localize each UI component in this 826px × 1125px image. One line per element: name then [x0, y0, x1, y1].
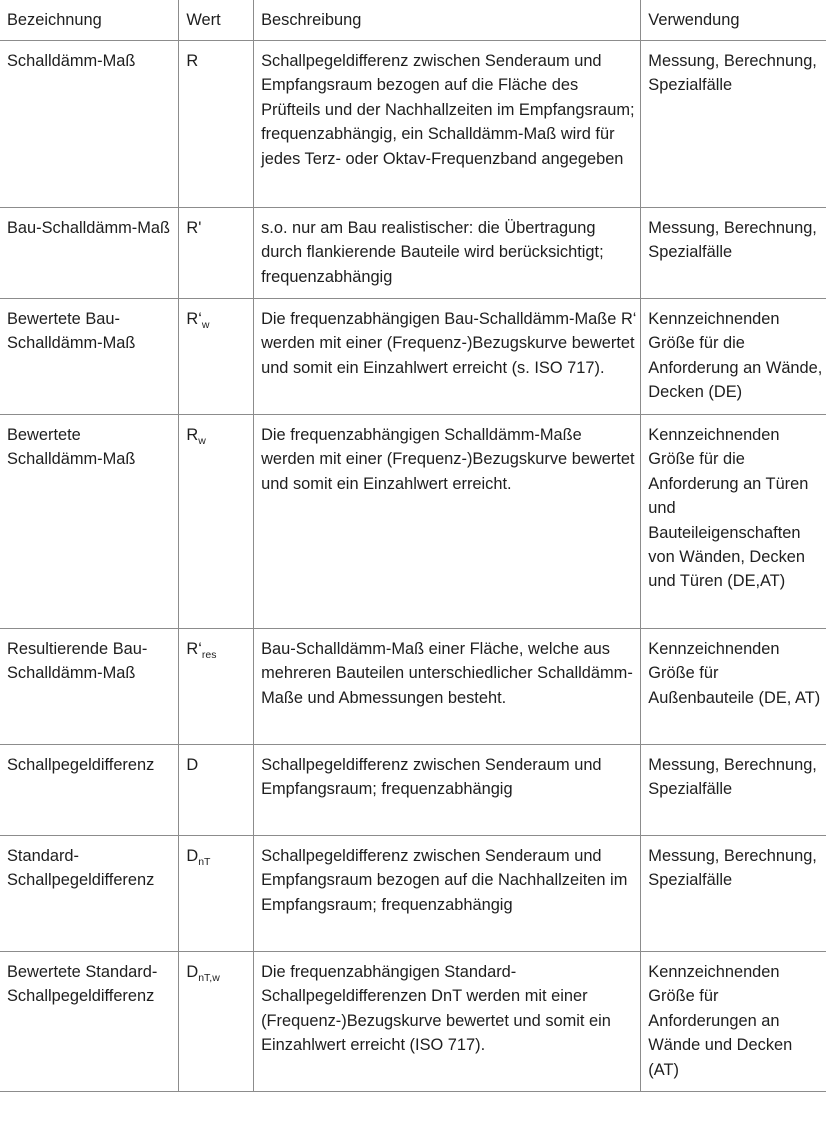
symbol: R‘	[186, 310, 202, 328]
symbol-subscript: nT	[198, 856, 211, 868]
cell-usage: Messung, Berechnung, Spezialfälle	[641, 745, 826, 836]
cell-description: s.o. nur am Bau realistischer: die Übertragung durch flankierende Bauteile wird berücksichtigt; frequenzabhängig	[254, 208, 641, 299]
symbol-subscript: w	[198, 435, 206, 447]
table-row	[0, 745, 826, 836]
cell-usage: Kennzeichnenden Größe für die Anforderung an Wände, Decken (DE)	[641, 299, 826, 415]
cell-name: Schallpegeldifferenz	[0, 745, 179, 836]
symbol: R	[186, 426, 199, 444]
table-row	[0, 208, 826, 299]
cell-value	[179, 629, 254, 745]
cell-value	[179, 836, 254, 952]
header-description: Beschreibung	[254, 0, 641, 41]
cell-usage: Messung, Berechnung, Spezialfälle	[641, 208, 826, 299]
symbol: R'	[186, 219, 202, 237]
cell-description: Bau-Schalldämm-Maß einer Fläche, welche aus mehreren Bauteilen unterschiedlicher Schalldämm-Maße und Abmessungen besteht.	[254, 629, 641, 745]
cell-usage: Kennzeichnenden Größe für die Anforderung an Türen und Bauteileigenschaften von Wänden, Decken und Türen (DE,AT)	[641, 415, 826, 629]
cell-description: Die frequenzabhängigen Standard-Schallpegeldifferenzen DnT werden mit einer (Frequenz-)Bezugskurve bewertet und somit ein Einzahlwert erreicht (ISO 717).	[254, 952, 641, 1092]
table-row	[0, 415, 826, 629]
cell-value	[179, 208, 254, 299]
symbol-subscript: w	[201, 319, 210, 331]
cell-description: Die frequenzabhängigen Bau-Schalldämm-Maße R‘ werden mit einer (Frequenz-)Bezugskurve bewertet und somit ein Einzahlwert erreicht (s. ISO 717).	[254, 299, 641, 415]
cell-name: Schalldämm-Maß	[0, 41, 179, 208]
cell-name: Resultierende Bau-Schalldämm-Maß	[0, 629, 179, 745]
cell-value	[179, 745, 254, 836]
symbol: R	[186, 52, 199, 70]
cell-description: Schallpegeldifferenz zwischen Senderaum und Empfangsraum; frequenzabhängig	[254, 745, 641, 836]
symbol-subscript: res	[201, 649, 217, 661]
cell-name: Bewertete Standard-Schallpegeldifferenz	[0, 952, 179, 1092]
table-row	[0, 629, 826, 745]
cell-value	[179, 299, 254, 415]
symbol: D	[186, 847, 199, 865]
cell-usage: Messung, Berechnung, Spezialfälle	[641, 836, 826, 952]
header-value: Wert	[179, 0, 254, 41]
cell-usage: Kennzeichnenden Größe für Anforderungen an Wände und Decken (AT)	[641, 952, 826, 1092]
symbol: R‘	[186, 640, 202, 658]
cell-value	[179, 952, 254, 1092]
cell-value	[179, 41, 254, 208]
table-row	[0, 836, 826, 952]
symbol: D	[186, 756, 199, 774]
cell-usage: Messung, Berechnung, Spezialfälle	[641, 41, 826, 208]
table-row	[0, 41, 826, 208]
cell-name: Bewertete Schalldämm-Maß	[0, 415, 179, 629]
symbol: D	[186, 963, 199, 981]
table-row	[0, 299, 826, 415]
table-row	[0, 952, 826, 1092]
cell-name: Standard-Schallpegeldifferenz	[0, 836, 179, 952]
cell-value	[179, 415, 254, 629]
cell-name: Bewertete Bau-Schalldämm-Maß	[0, 299, 179, 415]
header-name: Bezeichnung	[0, 0, 179, 41]
header-usage: Verwendung	[641, 0, 826, 41]
cell-name: Bau-Schalldämm-Maß	[0, 208, 179, 299]
cell-description: Schallpegeldifferenz zwischen Senderaum und Empfangsraum bezogen auf die Nachhallzeiten im Empfangsraum; frequenzabhängig	[254, 836, 641, 952]
cell-usage: Kennzeichnenden Größe für Außenbauteile (DE, AT)	[641, 629, 826, 745]
cell-description: Die frequenzabhängigen Schalldämm-Maße werden mit einer (Frequenz-)Bezugskurve bewertet und somit ein Einzahlwert erreicht.	[254, 415, 641, 629]
symbol-subscript: nT,w	[198, 972, 220, 984]
cell-description: Schallpegeldifferenz zwischen Senderaum und Empfangsraum bezogen auf die Fläche des Prüfteils und der Nachhallzeiten im Empfangsraum; frequenzabhängig, ein Schalldämm-Maß wird für jedes Terz- oder Oktav-Frequenzband angegeben	[254, 41, 641, 208]
header-row	[0, 0, 826, 41]
table-body	[0, 41, 826, 1092]
